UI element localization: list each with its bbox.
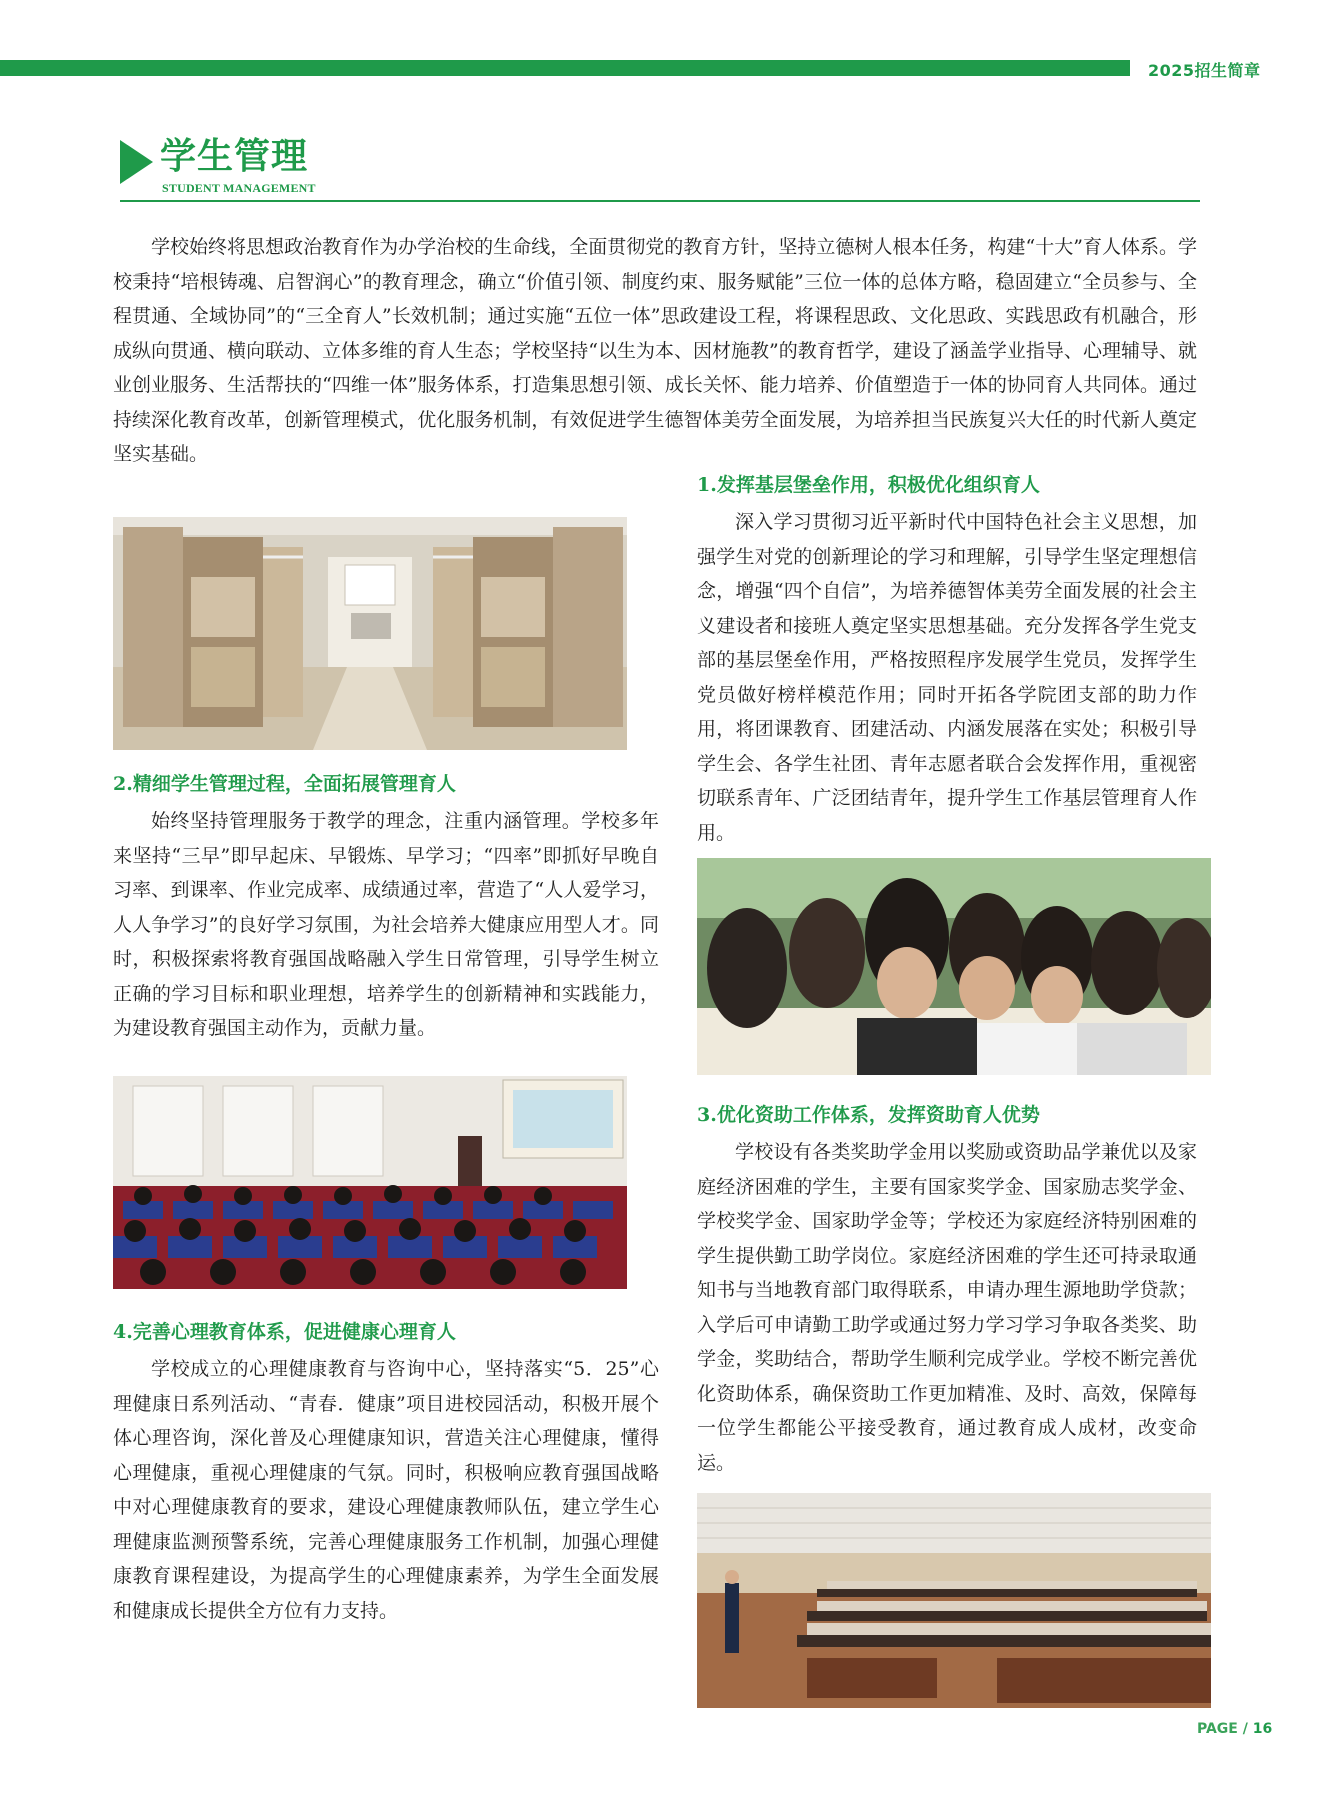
page-number	[1197, 1721, 1272, 1737]
lecture-hall-photo	[113, 1076, 627, 1289]
section-subtitle: STUDENT MANAGEMENT	[162, 181, 316, 195]
section-1-body: 深入学习贯彻习近平新时代中国特色社会主义思想，加强学生对党的创新理论的学习和理解，引导学生坚定理想信念，增强“四个自信”，为培养德智体美劳全面发展的社会主义建设者和接班人奠定坚实思想基础。充分发挥各学生党支部的基层堡垒作用，严格按照程序发展学生党员，发挥学生党员做好榜样模范作用；同时开拓各学院团支部的助力作用，将团课教育、团建活动、内涵发展落在实处；积极引导学生会、各学生社团、青年志愿者联合会发挥作用，重视密切联系青年、广泛团结青年，提升学生工作基层管理育人作用。	[697, 511, 1197, 844]
section-3-body: 学校设有各类奖助学金用以奖励或资助品学兼优以及家庭经济困难的学生，主要有国家奖学金、国家励志奖学金、学校奖学金、国家助学金等；学校还为家庭经济特别困难的学生提供勤工助学岗位。家庭经济困难的学生还可持录取通知书与当地教育部门取得联系，申请办理生源地助学贷款；入学后可申请勤工助学或通过努力学习学习争取各类奖、助学金，奖助结合，帮助学生顺利完成学业。学校不断完善优化资助体系，确保资助工作更加精准、及时、高效，保障每一位学生都能公平接受教育，通过教育成人成材，改变命运。	[697, 1141, 1197, 1474]
section-divider	[120, 200, 1200, 202]
page-label: PAGE /	[1197, 1721, 1248, 1737]
section-4-body: 学校成立的心理健康教育与咨询中心，坚持落实“5．25”心理健康日系列活动、“青春．健康”项目进校园活动，积极开展个体心理咨询，深化普及心理健康知识，营造关注心理健康，懂得心理健康，重视心理健康的气氛。同时，积极响应教育强国战略中对心理健康教育的要求，建设心理健康教师队伍，建立学生心理健康监测预警系统，完善心理健康服务工作机制，加强心理健康教育课程建设，为提高学生的心理健康素养，为学生全面发展和健康成长提供全方位有力支持。	[113, 1358, 659, 1622]
dormitory-photo	[113, 517, 627, 750]
intro-paragraph: 学校始终将思想政治教育作为办学治校的生命线，全面贯彻党的教育方针，坚持立德树人根本任务，构建“十大”育人体系。学校秉持“培根铸魂、启智润心”的教育理念，确立“价值引领、制度约束、服务赋能”三位一体的总体方略，稳固建立“全员参与、全程贯通、全域协同”的“三全育人”长效机制；通过实施“五位一体”思政建设工程，将课程思政、文化思政、实践思政有机融合，形成纵向贯通、横向联动、立体多维的育人生态；学校坚持“以生为本、因材施教”的教育哲学，建设了涵盖学业指导、心理辅导、就业创业服务、生活帮扶的“四维一体”服务体系，打造集思想引领、成长关怀、能力培养、价值塑造于一体的协同育人共同体。通过持续深化教育改革，创新管理模式，优化服务机制，有效促进学生德智体美劳全面发展，为培养担当民族复兴大任的时代新人奠定坚实基础。	[113, 236, 1197, 465]
students-listening-photo	[697, 858, 1211, 1075]
section-arrow-icon	[120, 140, 153, 184]
section-2-heading: 2.精细学生管理过程，全面拓展管理育人	[113, 773, 456, 795]
brochure-title: 2025招生简章	[1148, 61, 1261, 80]
header-green-bar	[0, 60, 1130, 76]
section-2-body: 始终坚持管理服务于教学的理念，注重内涵管理。学校多年来坚持“三早”即早起床、早锻炼、早学习；“四率”即抓好早晚自习率、到课率、作业完成率、成绩通过率，营造了“人人爱学习，人人争学习”的良好学习氛围，为社会培养大健康应用型人才。同时，积极探索将教育强国战略融入学生日常管理，引导学生树立正确的学习目标和职业理想，培养学生的创新精神和实践能力，为建设教育强国主动作为，贡献力量。	[113, 810, 659, 1039]
section-3-heading: 3.优化资助工作体系，发挥资助育人优势	[697, 1104, 1040, 1126]
section-title: 学生管理	[160, 135, 309, 177]
section-1-heading: 1.发挥基层堡垒作用，积极优化组织育人	[697, 474, 1040, 496]
auditorium-photo	[697, 1493, 1211, 1708]
page-number-value: 16	[1252, 1721, 1273, 1737]
section-4-heading: 4.完善心理教育体系，促进健康心理育人	[113, 1321, 456, 1343]
